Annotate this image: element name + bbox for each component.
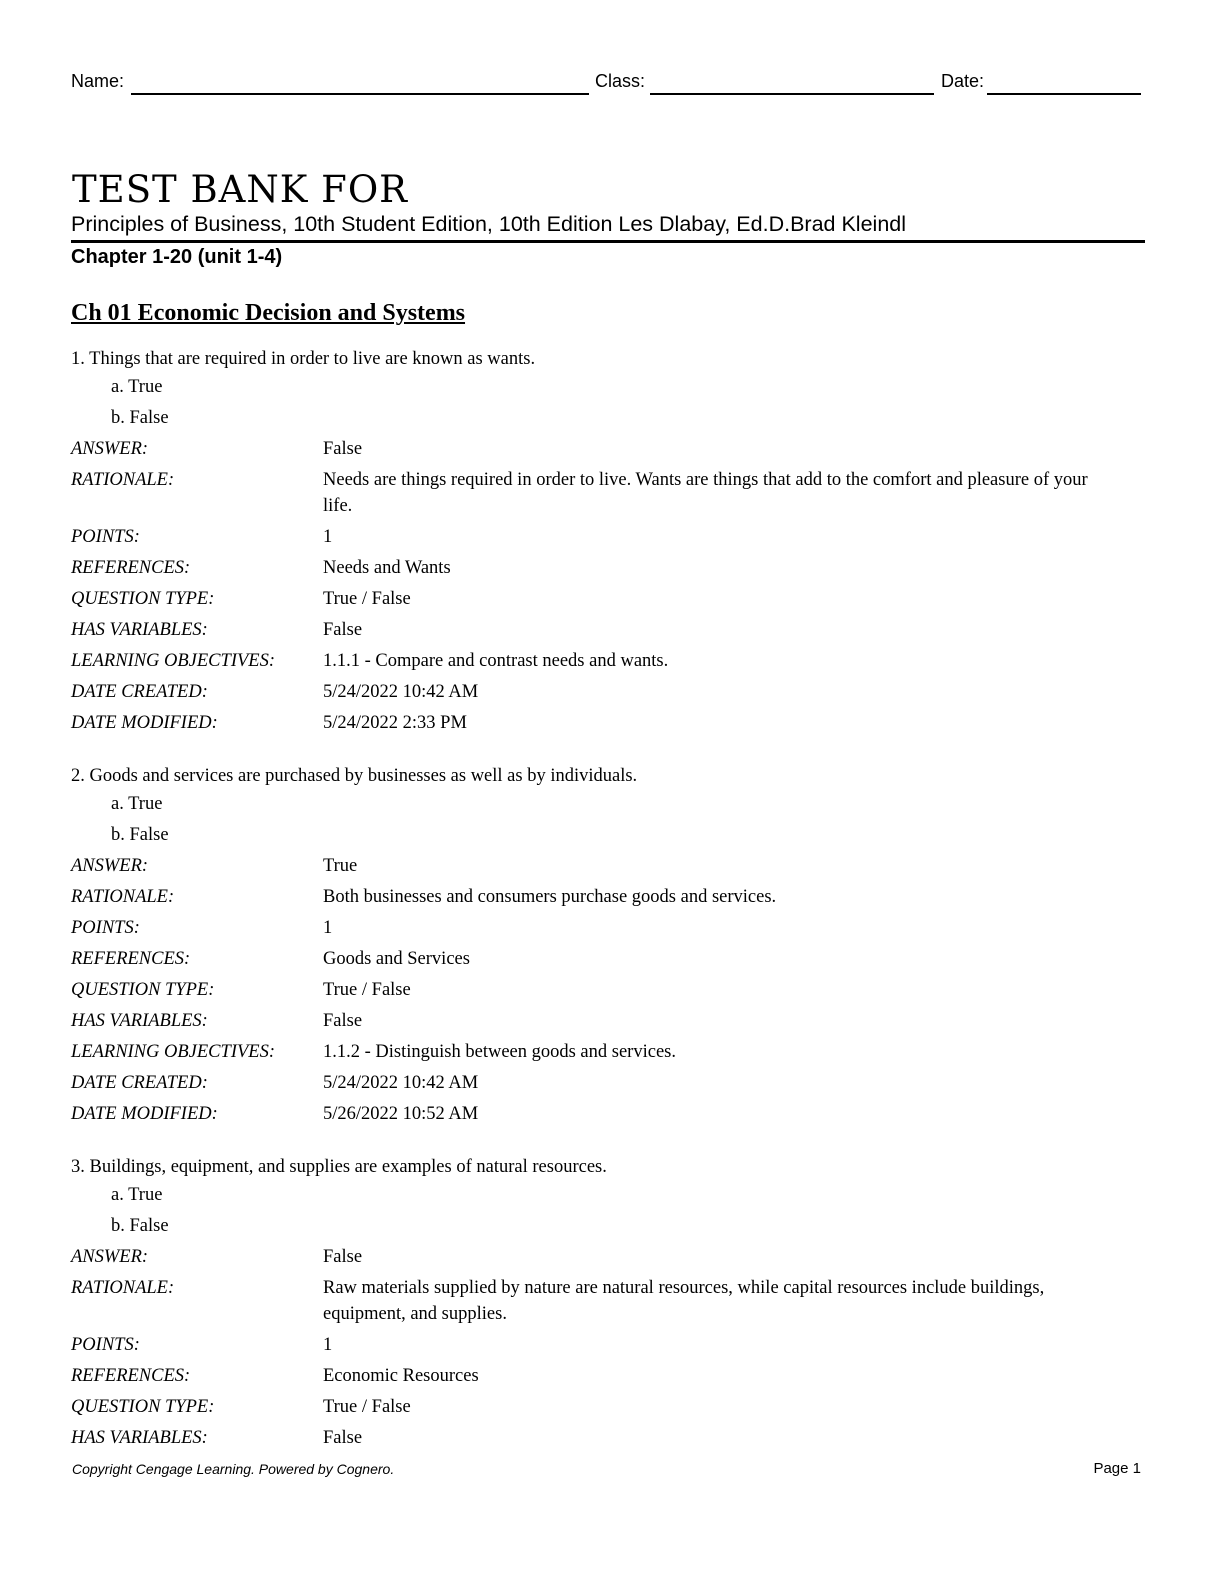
class-field[interactable] bbox=[650, 93, 934, 95]
references-row bbox=[71, 553, 1151, 584]
option-a: a. True bbox=[111, 1185, 163, 1205]
learning-objectives-label: LEARNING OBJECTIVES: bbox=[71, 651, 275, 671]
question-type-row bbox=[71, 975, 1151, 1006]
answer-label: ANSWER: bbox=[71, 1247, 149, 1267]
points-row bbox=[71, 913, 1151, 944]
rationale-row bbox=[71, 882, 1151, 913]
rationale-row bbox=[71, 1273, 1151, 1330]
points-label: POINTS: bbox=[71, 527, 140, 547]
date-label: Date: bbox=[941, 71, 985, 91]
date-modified-row bbox=[71, 1099, 1151, 1130]
question-type-value: True / False bbox=[323, 980, 411, 1000]
section-title: Ch 01 Economic Decision and Systems bbox=[71, 300, 466, 326]
question-stem: 3. Buildings, equipment, and supplies are examples of natural resources. bbox=[71, 1157, 607, 1177]
has-variables-value: False bbox=[323, 1011, 363, 1031]
date-created-label: DATE CREATED: bbox=[71, 1073, 208, 1093]
learning-objectives-value: 1.1.2 - Distinguish between goods and services. bbox=[323, 1042, 676, 1062]
question-stem: 1. Things that are required in order to live are known as wants. bbox=[71, 349, 536, 369]
date-created-row bbox=[71, 1068, 1151, 1099]
page-number: Page 1 bbox=[1093, 1460, 1141, 1477]
answer-value: True bbox=[323, 856, 358, 876]
question-type-value: True / False bbox=[323, 1397, 411, 1417]
question-type-label: QUESTION TYPE: bbox=[71, 1397, 215, 1417]
date-created-row bbox=[71, 677, 1151, 708]
date-modified-row bbox=[71, 708, 1151, 739]
references-value: Economic Resources bbox=[323, 1366, 479, 1386]
has-variables-value: False bbox=[323, 620, 363, 640]
references-row bbox=[71, 1361, 1151, 1392]
references-label: REFERENCES: bbox=[71, 949, 191, 969]
points-row bbox=[71, 1330, 1151, 1361]
rationale-value: Raw materials supplied by nature are natural resources, while capital resources include buildings, equipment, and supplies. bbox=[323, 1278, 1045, 1324]
option-b: b. False bbox=[111, 408, 169, 428]
references-label: REFERENCES: bbox=[71, 1366, 191, 1386]
rationale-label: RATIONALE: bbox=[71, 1278, 175, 1298]
date-modified-label: DATE MODIFIED: bbox=[71, 713, 218, 733]
answer-row bbox=[71, 1242, 1151, 1273]
name-field[interactable] bbox=[131, 93, 589, 95]
has-variables-label: HAS VARIABLES: bbox=[71, 1011, 208, 1031]
footer-copyright: Copyright Cengage Learning. Powered by Cognero. bbox=[72, 1461, 395, 1477]
has-variables-label: HAS VARIABLES: bbox=[71, 620, 208, 640]
rationale-label: RATIONALE: bbox=[71, 470, 175, 490]
document-subtitle: Principles of Business, 10th Student Edition, 10th Edition Les Dlabay, Ed.D.Brad Kleindl bbox=[71, 212, 907, 236]
answer-row bbox=[71, 434, 1151, 465]
references-value: Goods and Services bbox=[323, 949, 470, 969]
question-type-row bbox=[71, 584, 1151, 615]
question-3 bbox=[71, 1154, 1151, 1454]
learning-objectives-value: 1.1.1 - Compare and contrast needs and wants. bbox=[323, 651, 669, 671]
points-value: 1 bbox=[323, 1335, 333, 1355]
answer-label: ANSWER: bbox=[71, 439, 149, 459]
question-2 bbox=[71, 763, 1151, 1130]
points-value: 1 bbox=[323, 527, 333, 547]
question-type-value: True / False bbox=[323, 589, 411, 609]
question-type-label: QUESTION TYPE: bbox=[71, 980, 215, 1000]
references-row bbox=[71, 944, 1151, 975]
option-b: b. False bbox=[111, 1216, 169, 1236]
answer-value: False bbox=[323, 1247, 363, 1267]
question-type-label: QUESTION TYPE: bbox=[71, 589, 215, 609]
has-variables-label: HAS VARIABLES: bbox=[71, 1428, 208, 1448]
answer-row bbox=[71, 851, 1151, 882]
rationale-value: Needs are things required in order to live. Wants are things that add to the comfort and pleasure of your life. bbox=[323, 470, 1088, 516]
option-a: a. True bbox=[111, 794, 163, 814]
has-variables-value: False bbox=[323, 1428, 363, 1448]
points-label: POINTS: bbox=[71, 918, 140, 938]
class-label: Class: bbox=[595, 71, 646, 91]
learning-objectives-label: LEARNING OBJECTIVES: bbox=[71, 1042, 275, 1062]
points-label: POINTS: bbox=[71, 1335, 140, 1355]
option-a: a. True bbox=[111, 377, 163, 397]
title-rule bbox=[71, 240, 1145, 243]
question-1 bbox=[71, 346, 1151, 739]
rationale-row bbox=[71, 465, 1151, 522]
points-row bbox=[71, 522, 1151, 553]
answer-value: False bbox=[323, 439, 363, 459]
date-created-label: DATE CREATED: bbox=[71, 682, 208, 702]
learning-objectives-row bbox=[71, 646, 1151, 677]
date-modified-label: DATE MODIFIED: bbox=[71, 1104, 218, 1124]
has-variables-row bbox=[71, 1006, 1151, 1037]
date-created-value: 5/24/2022 10:42 AM bbox=[323, 682, 479, 702]
date-modified-value: 5/24/2022 2:33 PM bbox=[323, 713, 467, 733]
date-created-value: 5/24/2022 10:42 AM bbox=[323, 1073, 479, 1093]
has-variables-row bbox=[71, 615, 1151, 646]
references-label: REFERENCES: bbox=[71, 558, 191, 578]
option-b: b. False bbox=[111, 825, 169, 845]
date-field[interactable] bbox=[987, 93, 1141, 95]
date-modified-value: 5/26/2022 10:52 AM bbox=[323, 1104, 479, 1124]
question-type-row bbox=[71, 1392, 1151, 1423]
rationale-label: RATIONALE: bbox=[71, 887, 175, 907]
points-value: 1 bbox=[323, 918, 333, 938]
name-label: Name: bbox=[71, 71, 125, 91]
question-stem: 2. Goods and services are purchased by businesses as well as by individuals. bbox=[71, 766, 638, 786]
references-value: Needs and Wants bbox=[323, 558, 451, 578]
chapter-heading: Chapter 1-20 (unit 1-4) bbox=[71, 246, 283, 268]
document-title: TEST BANK FOR bbox=[72, 168, 409, 211]
rationale-value: Both businesses and consumers purchase goods and services. bbox=[323, 887, 777, 907]
answer-label: ANSWER: bbox=[71, 856, 149, 876]
learning-objectives-row bbox=[71, 1037, 1151, 1068]
has-variables-row bbox=[71, 1423, 1151, 1454]
